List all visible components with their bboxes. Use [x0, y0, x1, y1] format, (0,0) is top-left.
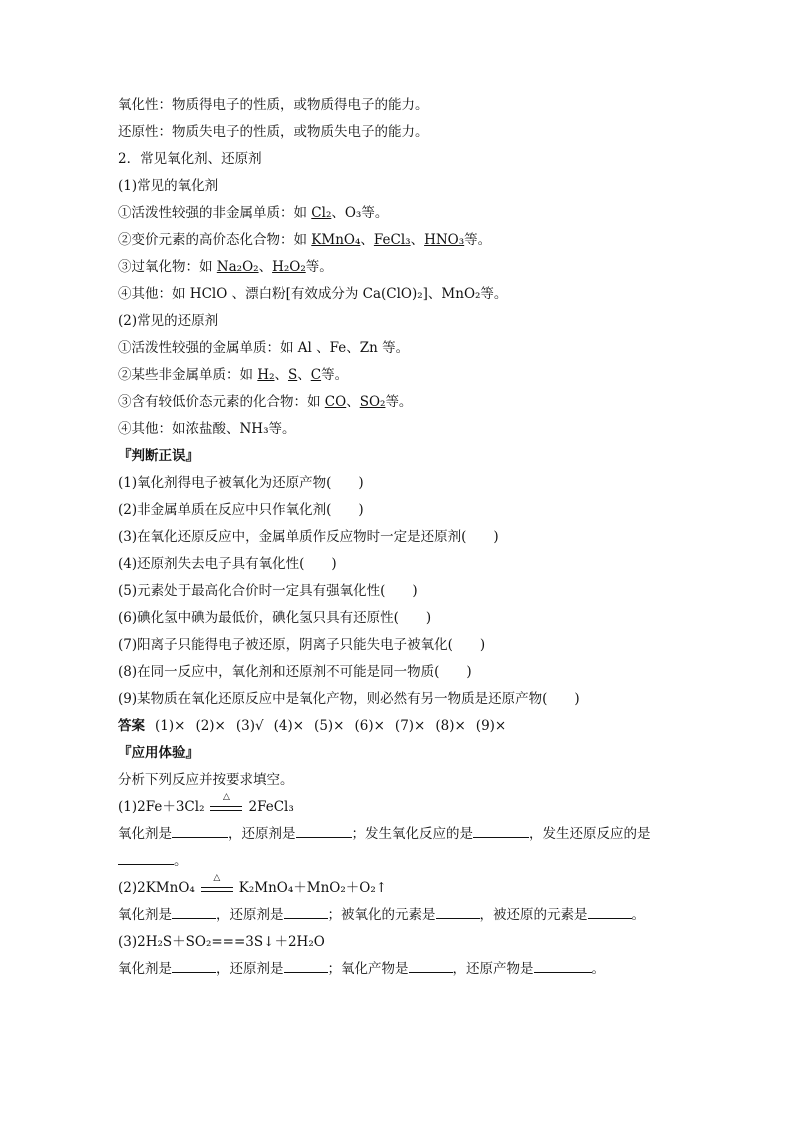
definition-reducing: 还原性：物质失电子的性质，或物质失电子的能力。: [118, 124, 429, 140]
fill-blank[interactable]: [473, 825, 529, 838]
reaction-3-questions: 氧化剂是 ，还原剂是 ；氧化产物是 ，还原产物是 。: [118, 961, 605, 977]
judge-item-5: (5)元素处于最高化合价时一定具有强氧化性( ): [118, 583, 418, 599]
apply-intro: 分析下列反应并按要求填空。: [118, 772, 294, 788]
reductant-item-2: ②某些非金属单质：如 H₂、S、C等。: [118, 367, 349, 383]
definition-oxidizing: 氧化性：物质得电子的性质，或物质得电子的能力。: [118, 97, 429, 113]
answer-value: (5)×: [314, 718, 345, 734]
judge-item-7: (7)阳离子只能得电子被还原，阴离子只能失电子被氧化( ): [118, 637, 486, 653]
fill-blank[interactable]: [172, 960, 216, 973]
fill-blank[interactable]: [296, 825, 352, 838]
reaction-1-equation: (1)2Fe＋3Cl₂ △ 2FeCl₃: [118, 791, 294, 815]
apply-heading: 『应用体验』: [118, 745, 199, 761]
answer-value: (8)×: [435, 718, 466, 734]
judge-item-6: (6)碘化氢中碘为最低价，碘化氢只具有还原性( ): [118, 610, 432, 626]
reductant-item-3: ③含有较低价态元素的化合物：如 CO、SO₂等。: [118, 394, 413, 410]
fill-blank[interactable]: [284, 960, 328, 973]
judge-item-3: (3)在氧化还原反应中，金属单质作反应物时一定是还原剂( ): [118, 529, 499, 545]
oxidants-heading: (1)常见的氧化剂: [118, 178, 219, 194]
fill-blank[interactable]: [172, 906, 216, 919]
answer-hno3: HNO₃: [424, 232, 465, 248]
oxidant-item-3: ③过氧化物：如 Na₂O₂、H₂O₂等。: [118, 259, 333, 275]
section-title: 2．常见氧化剂、还原剂: [118, 151, 262, 167]
answer-row: [118, 713, 688, 740]
reaction-1-questions-cont: 。: [118, 848, 688, 875]
fill-blank[interactable]: [284, 906, 328, 919]
reductants-heading: (2)常见的还原剂: [118, 313, 219, 329]
answer-o3: O₃: [344, 205, 362, 221]
answer-s: S: [287, 367, 298, 383]
answer-value: (2)×: [195, 718, 226, 734]
fill-blank[interactable]: [172, 825, 228, 838]
answer-so2: SO₂: [359, 394, 386, 410]
answer-value: (9)×: [475, 718, 507, 734]
judge-item-2: (2)非金属单质在反应中只作氧化剂( ): [118, 502, 364, 518]
answer-fecl3: FeCl₃: [373, 232, 411, 248]
heat-equals-sign: △: [210, 801, 242, 815]
fill-blank[interactable]: [118, 852, 174, 865]
fill-blank[interactable]: [409, 960, 453, 973]
answer-value: (3)√: [235, 718, 264, 734]
judge-item-8: (8)在同一反应中，氧化剂和还原剂不可能是同一物质( ): [118, 664, 472, 680]
fill-blank[interactable]: [436, 906, 480, 919]
answer-h2o2: H₂O₂: [272, 259, 306, 275]
judge-heading: 『判断正误』: [118, 448, 199, 464]
judge-item-4: (4)还原剂失去电子具有氧化性( ): [118, 556, 337, 572]
fill-blank[interactable]: [534, 960, 592, 973]
answer-value: (6)×: [354, 718, 385, 734]
reaction-2-equation: (2)2KMnO₄ △ K₂MnO₄＋MnO₂＋O₂↑: [118, 872, 388, 896]
answer-kmno4: KMnO₄: [311, 232, 361, 248]
answer-value: (4)×: [273, 718, 305, 734]
reaction-1-questions: 氧化剂是 ，还原剂是 ；发生氧化反应的是 ，发生还原反应的是: [118, 826, 651, 842]
judge-item-1: (1)氧化剂得电子被氧化为还原产物( ): [118, 475, 364, 491]
reductant-item-1: ①活泼性较强的金属单质：如 Al 、Fe、Zn 等。: [118, 340, 410, 356]
oxidant-item-4: ④其他：如 HClO 、漂白粉[有效成分为 Ca(ClO)₂]、MnO₂等。: [118, 286, 508, 302]
heat-equals-sign: △: [201, 882, 233, 896]
document-page: [118, 92, 688, 983]
oxidant-item-1: ①活泼性较强的非金属单质：如 Cl₂、O₃等。: [118, 205, 389, 221]
answer-value: (7)×: [394, 718, 426, 734]
answer-na2o2: Na₂O₂: [216, 259, 259, 275]
answer-label: 答案: [118, 718, 145, 734]
answer-value: (1)×: [155, 718, 186, 734]
reductant-item-4: ④其他：如浓盐酸、NH₃等。: [118, 421, 296, 437]
fill-blank[interactable]: [588, 906, 632, 919]
reaction-2-questions: 氧化剂是 ，还原剂是 ；被氧化的元素是 ，被还原的元素是 。: [118, 907, 645, 923]
answer-cl2: Cl₂: [311, 205, 332, 221]
answer-co: CO: [324, 394, 347, 410]
answer-h2: H₂: [257, 367, 275, 383]
judge-item-9: (9)某物质在氧化还原反应中是氧化产物，则必然有另一物质是还原产物( ): [118, 691, 580, 707]
answer-c: C: [310, 367, 322, 383]
reaction-3-equation: (3)2H₂S＋SO₂===3S↓＋2H₂O: [118, 934, 325, 950]
oxidant-item-2: ②变价元素的高价态化合物：如 KMnO₄、FeCl₃、HNO₃等。: [118, 232, 492, 248]
